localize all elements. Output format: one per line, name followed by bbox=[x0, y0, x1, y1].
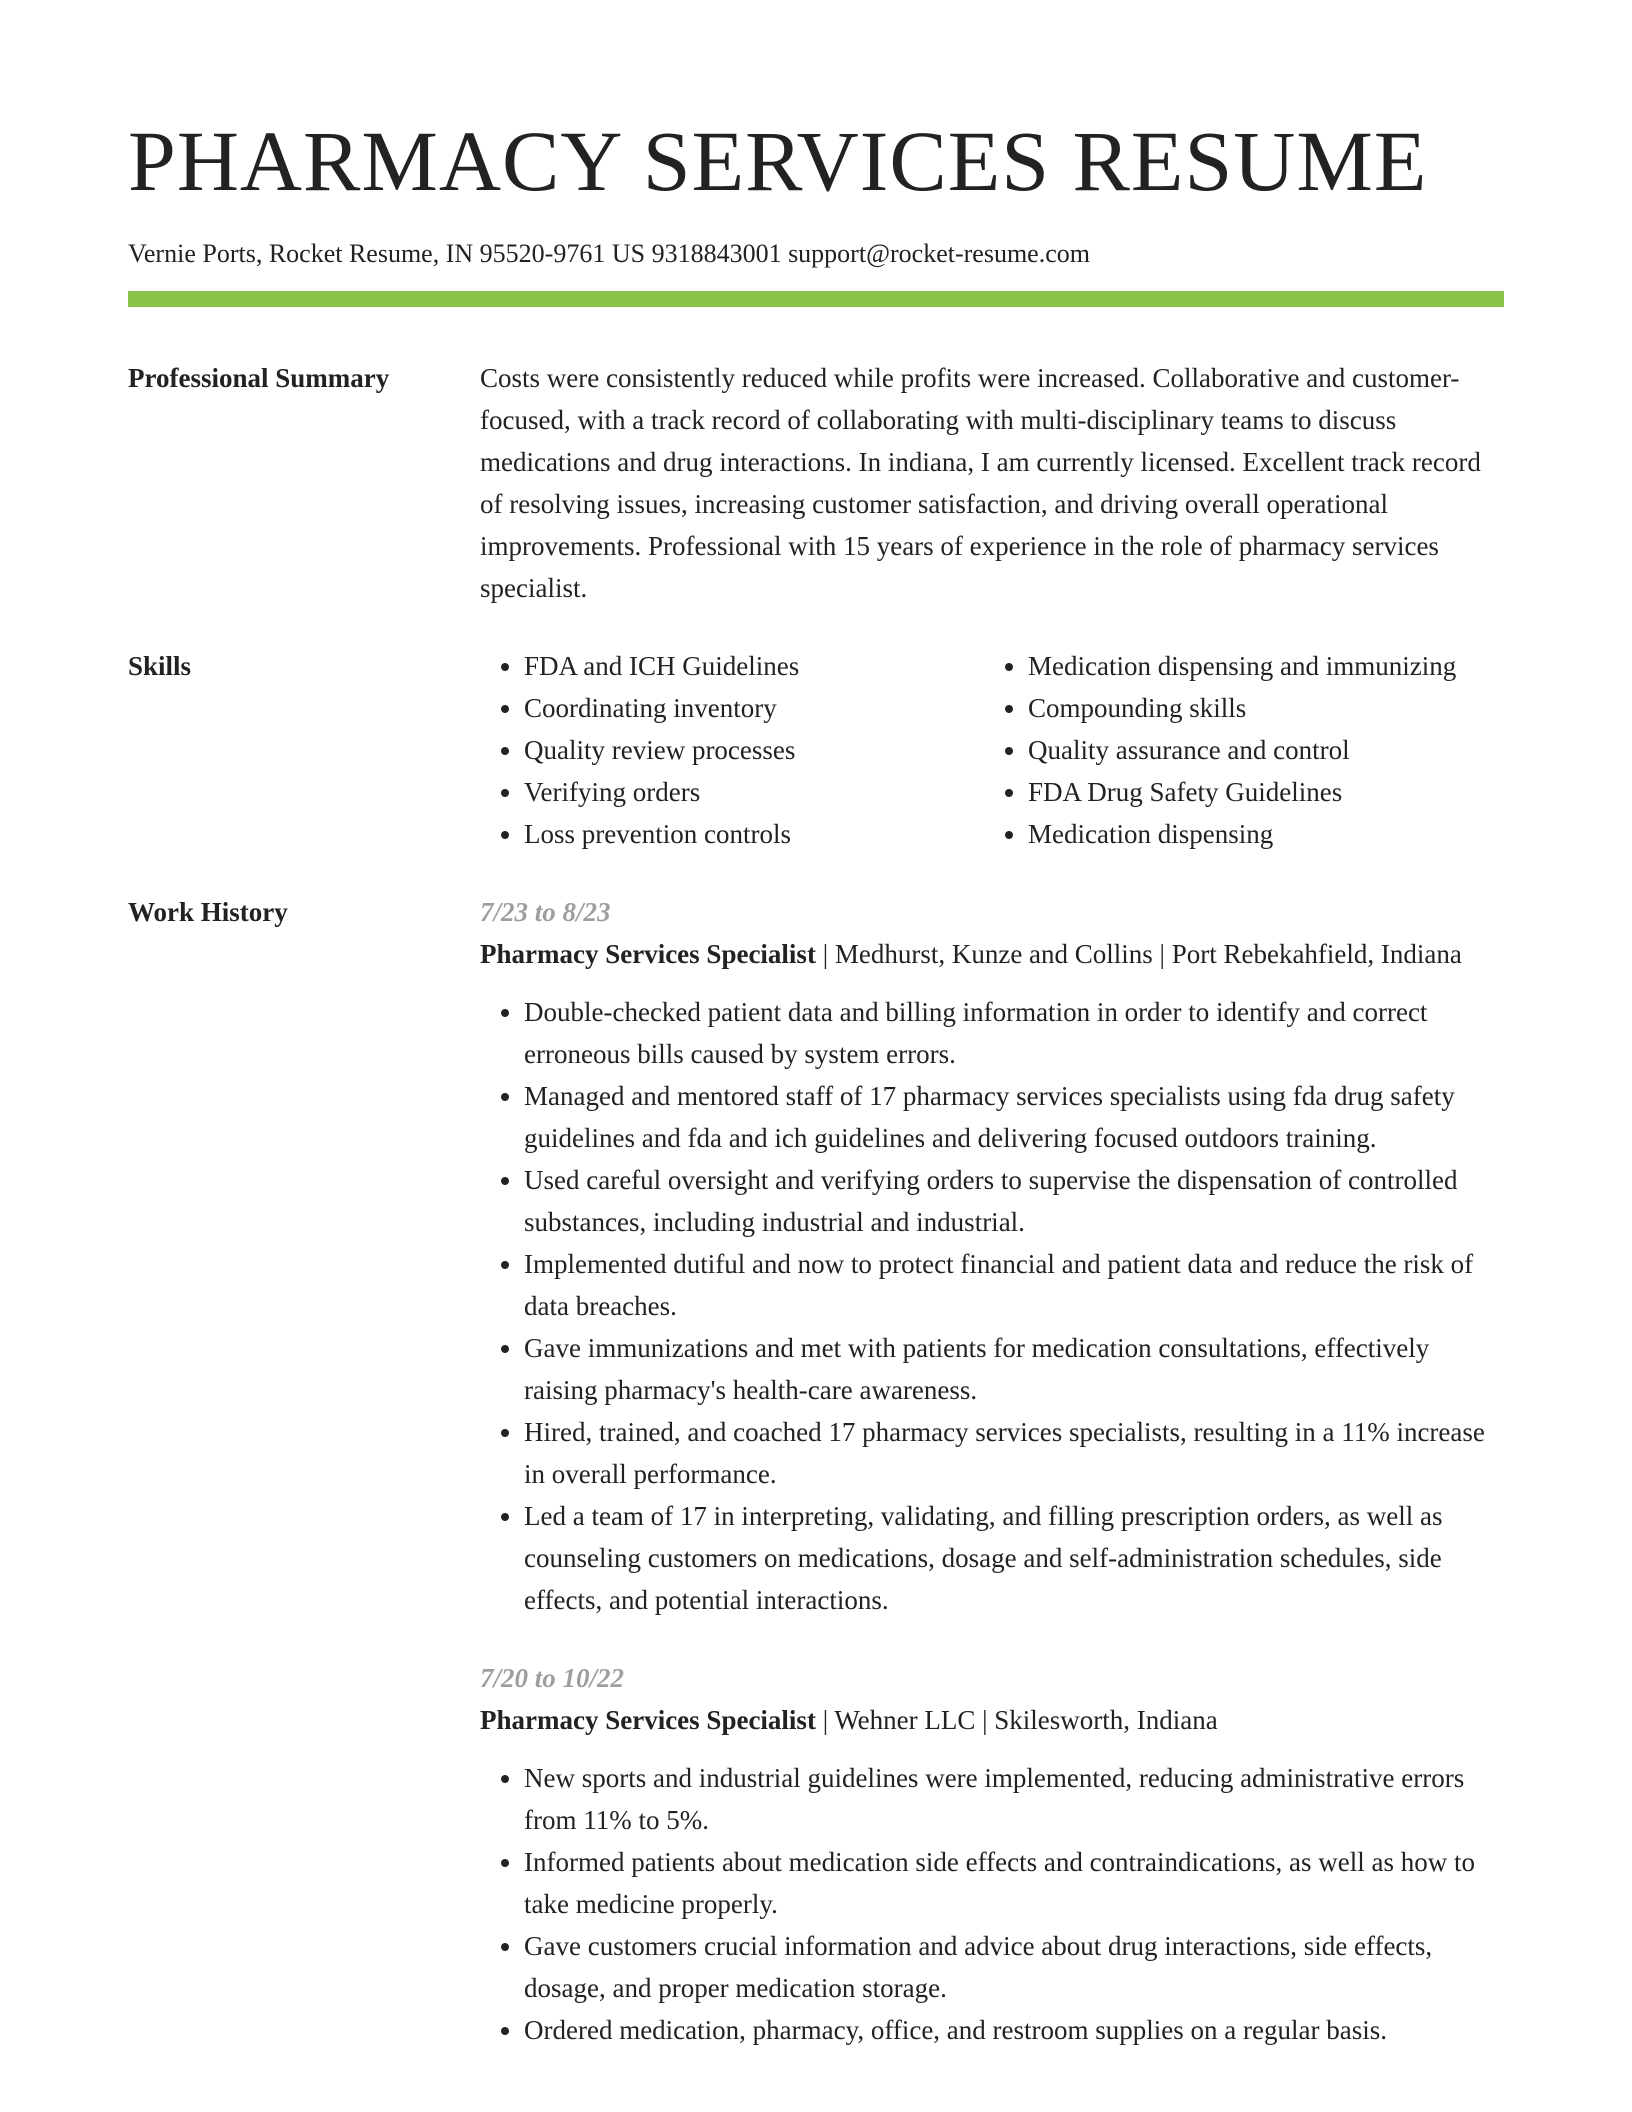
job-heading bbox=[480, 1699, 1504, 1741]
job-details: | Wehner LLC | Skilesworth, Indiana bbox=[815, 1705, 1218, 1736]
skill-item: • Verifying orders bbox=[524, 771, 984, 813]
job-entry bbox=[480, 1657, 1504, 2051]
job-title: Pharmacy Services Specialist bbox=[480, 939, 816, 970]
contact-name-address: Vernie Ports, Rocket Resume, IN 95520-9761 US bbox=[128, 239, 646, 268]
contact-phone: 9318843001 bbox=[651, 239, 782, 268]
skill-item: • Quality assurance and control bbox=[1028, 729, 1504, 771]
contact-email: support@rocket-resume.com bbox=[788, 239, 1090, 268]
work-history-label: Work History bbox=[128, 897, 288, 928]
job-bullets bbox=[480, 991, 1504, 1621]
job-details: | Medhurst, Kunze and Collins | Port Rebekahfield, Indiana bbox=[815, 939, 1462, 970]
job-heading bbox=[480, 933, 1504, 975]
skill-item: • Medication dispensing bbox=[1028, 813, 1504, 855]
skill-item: • Medication dispensing and immunizing bbox=[1028, 645, 1504, 687]
skill-item: • Compounding skills bbox=[1028, 687, 1504, 729]
summary-section bbox=[128, 357, 1504, 609]
work-history-section bbox=[128, 891, 1504, 2087]
skills-body bbox=[480, 645, 1504, 855]
work-history-body bbox=[480, 891, 1504, 2087]
skill-item: • FDA Drug Safety Guidelines bbox=[1028, 771, 1504, 813]
skill-item: • Quality review processes bbox=[524, 729, 984, 771]
contact-line bbox=[128, 238, 1504, 269]
job-bullet: • Hired, trained, and coached 17 pharmacy services specialists, resulting in a 11% increase in overall performance. bbox=[524, 1411, 1504, 1495]
skill-item: • Coordinating inventory bbox=[524, 687, 984, 729]
summary-body bbox=[480, 357, 1504, 609]
skill-item: • FDA and ICH Guidelines bbox=[524, 645, 984, 687]
job-bullet: • New sports and industrial guidelines were implemented, reducing administrative errors from 11% to 5%. bbox=[524, 1757, 1504, 1841]
job-bullet: • Gave customers crucial information and advice about drug interactions, side effects, dosage, and proper medication storage. bbox=[524, 1925, 1504, 2009]
skills-list-right bbox=[984, 645, 1504, 855]
summary-text: Costs were consistently reduced while profits were increased. Collaborative and customer-focused, with a track record of collaborating with multi-disciplinary teams to discuss medications and drug interactions. In indiana, I am currently licensed. Excellent track record of resolving issues, increasing customer satisfaction, and driving overall operational improvements. Professional with 15 years of experience in the role of pharmacy services specialist. bbox=[480, 363, 1481, 604]
skills-label: Skills bbox=[128, 651, 192, 682]
skills-columns bbox=[480, 645, 1504, 855]
job-title: Pharmacy Services Specialist bbox=[480, 1705, 816, 1736]
job-bullet: • Led a team of 17 in interpreting, validating, and filling prescription orders, as well as counseling customers on medications, dosage and self-administration schedules, side effects, and potential interactions. bbox=[524, 1495, 1504, 1621]
job-dates: 7/20 to 10/22 bbox=[480, 1663, 625, 1694]
skills-list-left bbox=[480, 645, 984, 855]
skills-section bbox=[128, 645, 1504, 855]
job-dates: 7/23 to 8/23 bbox=[480, 897, 611, 928]
job-bullets bbox=[480, 1757, 1504, 2051]
job-entry bbox=[480, 891, 1504, 1621]
header-divider bbox=[128, 291, 1504, 307]
job-bullet: • Implemented dutiful and now to protect financial and patient data and reduce the risk of data breaches. bbox=[524, 1243, 1504, 1327]
job-bullet: • Managed and mentored staff of 17 pharmacy services specialists using fda drug safety guidelines and fda and ich guidelines and delivering focused outdoors training. bbox=[524, 1075, 1504, 1159]
job-bullet: • Used careful oversight and verifying orders to supervise the dispensation of controlled substances, including industrial and industrial. bbox=[524, 1159, 1504, 1243]
summary-label: Professional Summary bbox=[128, 363, 390, 394]
resume-title: PHARMACY SERVICES RESUME bbox=[128, 113, 1428, 209]
job-bullet: • Double-checked patient data and billing information in order to identify and correct erroneous bills caused by system errors. bbox=[524, 991, 1504, 1075]
skill-item: • Loss prevention controls bbox=[524, 813, 984, 855]
job-bullet: • Ordered medication, pharmacy, office, and restroom supplies on a regular basis. bbox=[524, 2009, 1504, 2051]
job-bullet: • Gave immunizations and met with patients for medication consultations, effectively raising pharmacy's health-care awareness. bbox=[524, 1327, 1504, 1411]
job-bullet: • Informed patients about medication side effects and contraindications, as well as how to take medicine properly. bbox=[524, 1841, 1504, 1925]
